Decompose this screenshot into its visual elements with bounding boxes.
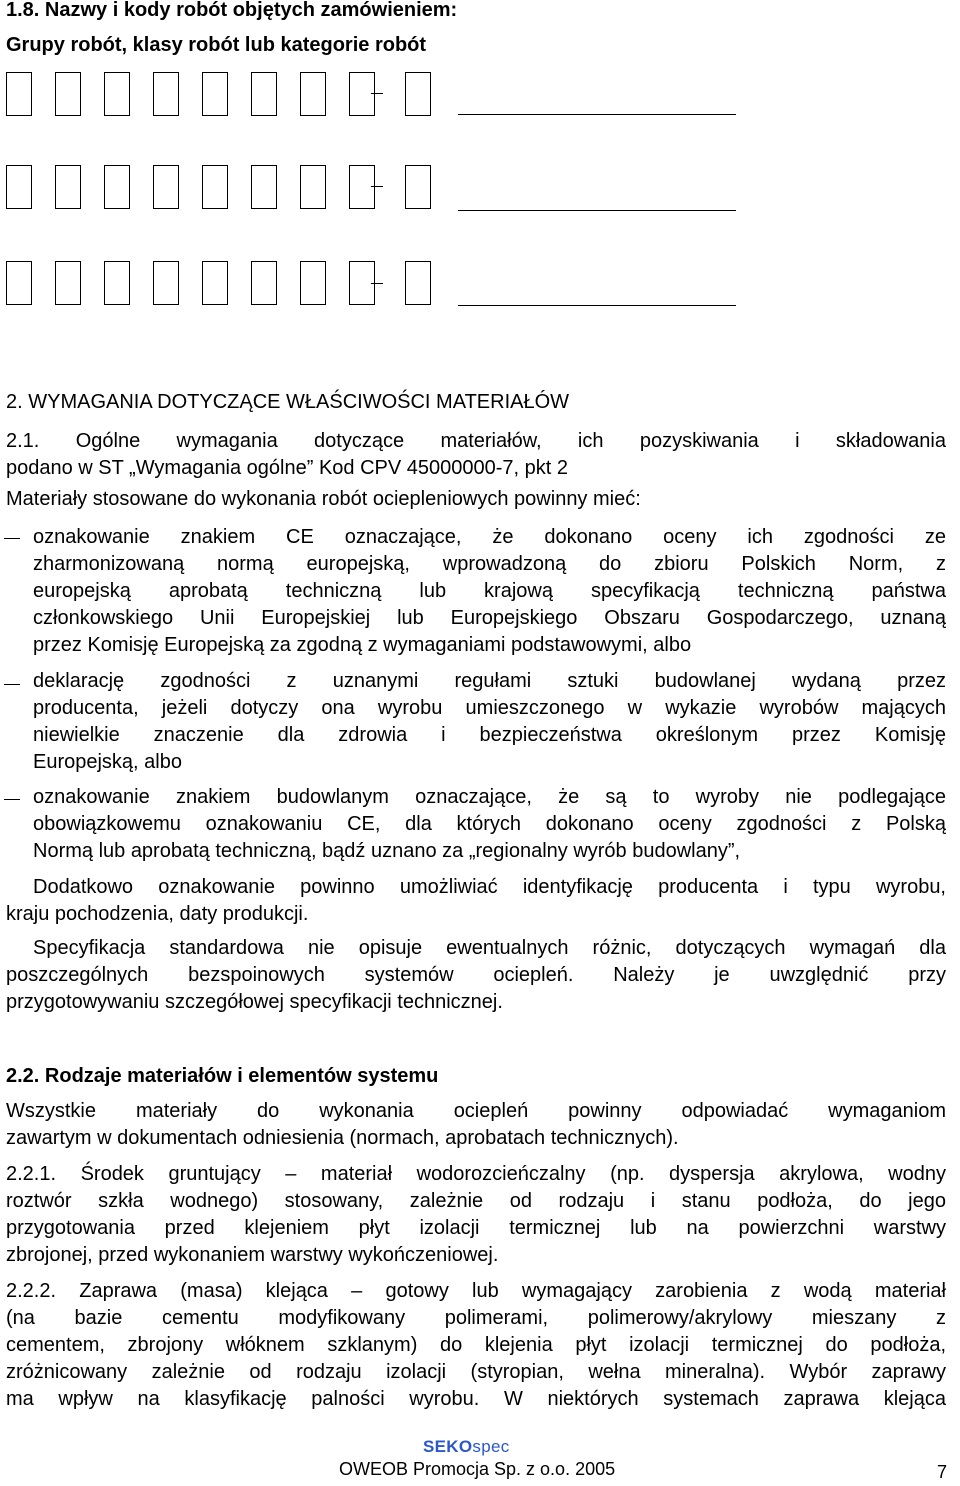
paragraph-line: Wszystkie materiały do wykonania ociepleń powinny odpowiadać wymaganiom [6,1100,946,1122]
code-box [251,165,277,209]
code-box [55,261,81,305]
section-2-2-1-primer [6,1161,946,1269]
paragraph-line: cementem, zbrojony włóknem szklanym) do klejenia płyt izolacji termicznej do podłoża, [6,1334,946,1356]
code-blank-line [458,210,736,211]
additional-marking-line1: Dodatkowo oznakowanie powinno umożliwiać identyfikację producenta i typu wyrobu, [33,876,946,898]
code-box [104,72,130,116]
spec-note-line3: przygotowywaniu szczegółowej specyfikacji technicznej. [6,991,503,1013]
code-box [300,72,326,116]
code-box [300,165,326,209]
spec-note-line1: Specyfikacja standardowa nie opisuje ewentualnych różnic, dotyczących wymagań dla [33,937,946,959]
code-box [153,165,179,209]
section-2-2-2-adhesive [6,1278,946,1413]
code-check-box [405,261,431,305]
bullet-dash [4,684,20,685]
bullet-line: niewielkie znaczenie dla zdrowia i bezpieczeństwa określonym przez Komisję [33,724,946,746]
code-box [251,261,277,305]
code-box [6,72,32,116]
code-box [202,261,228,305]
bullet-line: deklarację zgodności z uznanymi regułami sztuki budowlanej wydaną przez [33,670,946,692]
bullet-dash [4,799,20,800]
code-box [6,261,32,305]
code-dash [371,93,383,94]
sekospec-logo [423,1437,510,1457]
bullet-construction-mark [33,784,946,865]
paragraph-line: przygotowania przed klejeniem płyt izolacji termicznej lub na powierzchni warstwy [6,1217,946,1239]
bullet-line: oznakowanie znakiem budowlanym oznaczające, że są to wyroby nie podlegające [33,786,946,808]
section-1-8-subtitle: Grupy robót, klasy robót lub kategorie robót [6,34,427,56]
bullet-line: przez Komisję Europejską za zgodną z wymaganiami podstawowymi, albo [33,634,692,656]
materials-intro: Materiały stosowane do wykonania robót ociepleniowych powinny mieć: [6,488,641,510]
paragraph-line: (na bazie cementu modyfikowany polimerami, polimerowy/akrylowy mieszany z [6,1307,946,1329]
code-box [349,72,375,116]
bullet-line: zharmonizowaną normą europejską, wprowadzoną do zbioru Polskich Norm, z [33,553,946,575]
code-dash [371,283,383,284]
code-box [153,72,179,116]
paragraph-line: zbrojonej, przed wykonaniem warstwy wykończeniowej. [6,1244,499,1266]
code-box [202,165,228,209]
paragraph-line: roztwór szkła wodnego) stosowany, zależnie od rodzaju i stanu podłoża, do jego [6,1190,946,1212]
bullet-line: Normą lub aprobatą techniczną, bądź uznano za „regionalny wyrób budowlany”, [33,840,741,862]
bullet-line: Europejską, albo [33,751,182,773]
bullet-dash [4,538,20,539]
footer-company: OWEOB Promocja Sp. z o.o. 2005 [339,1459,616,1479]
paragraph-line: 2.2.1. Środek gruntujący – materiał wodorozcieńczalny (np. dyspersja akrylowa, wodny [6,1163,946,1185]
code-box [202,72,228,116]
code-box [300,261,326,305]
code-dash [371,186,383,187]
code-box [153,261,179,305]
code-check-box [405,72,431,116]
bullet-ce-marking [33,524,946,659]
code-row-3 [6,261,375,307]
additional-marking-line2: kraju pochodzenia, daty produkcji. [6,903,309,925]
section-1-8-title: 1.8. Nazwy i kody robót objętych zamówieniem: [6,0,458,21]
code-blank-line [458,305,736,306]
spec-note-line2: poszczególnych bezspoinowych systemów ociepleń. Należy je uwzględnić przy [6,964,946,986]
code-box [349,165,375,209]
code-check-box [405,165,431,209]
code-box [104,261,130,305]
code-box [6,165,32,209]
page-number: 7 [937,1462,948,1482]
section-2-2-paragraph [6,1098,946,1152]
bullet-line: producenta, jeżeli dotyczy ona wyrobu umieszczonego w wykazie wyrobów mających [33,697,946,719]
section-2-heading: 2. WYMAGANIA DOTYCZĄCE WŁAŚCIWOŚCI MATERIAŁÓW [6,391,570,413]
code-box [251,72,277,116]
paragraph-line: zawartym w dokumentach odniesienia (normach, aprobatach technicznych). [6,1127,679,1149]
logo-bold-text: SEKO [423,1437,473,1456]
logo-light-text: spec [472,1437,510,1456]
bullet-line: europejską aprobatą techniczną lub krajową specyfikacją techniczną państwa [33,580,946,602]
code-box [55,165,81,209]
section-2-2-heading: 2.2. Rodzaje materiałów i elementów systemu [6,1065,439,1087]
bullet-declaration [33,668,946,776]
code-box [104,165,130,209]
bullet-line: oznakowanie znakiem CE oznaczające, że dokonano oceny ich zgodności ze [33,526,946,548]
section-2-1-heading-line2: podano w ST „Wymagania ogólne” Kod CPV 45000000-7, pkt 2 [6,457,569,479]
paragraph-line: zróżnicowany zależnie od rodzaju izolacji (styropian, wełna mineralna). Wybór zaprawy [6,1361,946,1383]
code-box [55,72,81,116]
bullet-line: obowiązkowemu oznakowaniu CE, dla których dokonano oceny zgodności z Polską [33,813,946,835]
code-row-1 [6,72,375,118]
paragraph-line: 2.2.2. Zaprawa (masa) klejąca – gotowy lub wymagający zarobienia z wodą materiał [6,1280,946,1302]
bullet-line: członkowskiego Unii Europejskiej lub Europejskiego Obszaru Gospodarczego, uznaną [33,607,946,629]
section-2-1-heading-line1: 2.1. Ogólne wymagania dotyczące materiałów, ich pozyskiwania i składowania [6,430,946,452]
paragraph-line: ma wpływ na klasyfikację palności wyrobu. W niektórych systemach zaprawa klejąca [6,1388,946,1410]
code-row-2 [6,165,375,211]
code-blank-line [458,114,736,115]
